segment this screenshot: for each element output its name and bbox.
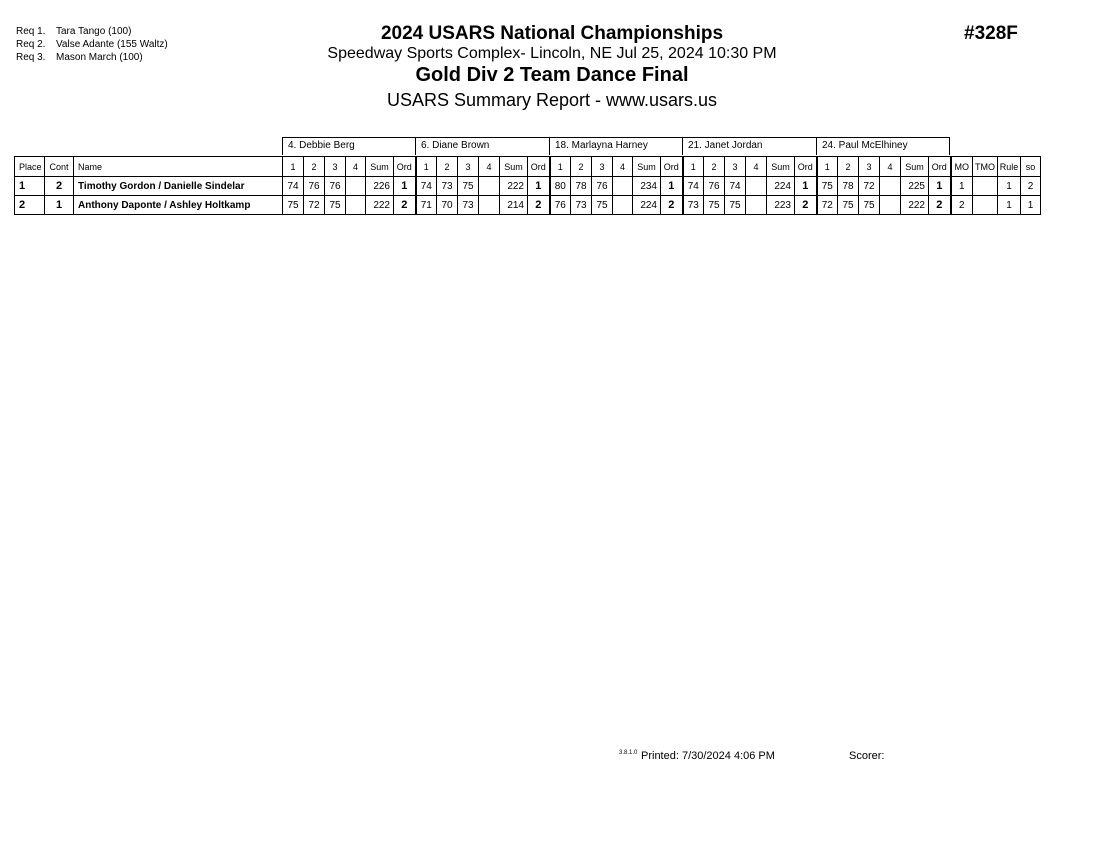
cont-cell: 2 [45,177,74,196]
score-cell [479,177,500,196]
ord-cell: 1 [661,177,683,196]
score-header: 1 [283,157,304,177]
ord-cell: 2 [661,196,683,215]
cont-cell: 1 [45,196,74,215]
sum-header: Sum [366,157,394,177]
requirements-list [16,25,168,64]
score-cell: 72 [859,177,880,196]
name-cell: Timothy Gordon / Danielle Sindelar [74,177,283,196]
so-cell: 1 [1021,196,1041,215]
ord-cell: 1 [795,177,817,196]
ord-cell: 2 [795,196,817,215]
score-header: 3 [458,157,479,177]
place-cell: 2 [15,196,45,215]
requirement-2: Req 2. Valse Adante (155 Waltz) [16,39,168,50]
sum-cell: 225 [901,177,929,196]
sum-cell: 214 [500,196,528,215]
judge-name-5: 24. Paul McElhiney [816,137,950,155]
score-header: 1 [550,157,571,177]
sum-cell: 222 [366,196,394,215]
score-header: 3 [859,157,880,177]
score-cell: 76 [550,196,571,215]
score-cell: 76 [592,177,613,196]
name-header: Name [74,157,283,177]
score-header: 3 [592,157,613,177]
sum-header: Sum [767,157,795,177]
sum-cell: 234 [633,177,661,196]
software-version: 3.8.1.0 [619,750,638,756]
score-cell: 70 [437,196,458,215]
judge-name-3: 18. Marlayna Harney [549,137,682,155]
ord-cell: 1 [394,177,416,196]
sum-cell: 224 [633,196,661,215]
ord-header: Ord [929,157,951,177]
judge-name-1: 4. Debbie Berg [282,137,415,155]
venue-date: Speedway Sports Complex- Lincoln, NE Jul 25, 2024 10:30 PM [327,45,777,62]
score-header: 4 [346,157,366,177]
score-cell [346,177,366,196]
score-cell: 75 [859,196,880,215]
place-header: Place [15,157,45,177]
score-cell: 76 [304,177,325,196]
so-header: so [1021,157,1041,177]
judge-name-2: 6. Diane Brown [415,137,549,155]
score-header: 2 [704,157,725,177]
mo-cell: 1 [951,177,973,196]
score-cell [880,177,901,196]
score-cell [613,177,633,196]
mo-header: MO [951,157,973,177]
mo-cell: 2 [951,196,973,215]
name-cell: Anthony Daponte / Ashley Holtkamp [74,196,283,215]
score-cell: 74 [683,177,704,196]
place-cell: 1 [15,177,45,196]
report-title: USARS Summary Report - www.usars.us [386,90,718,110]
tmo-cell [973,196,998,215]
score-cell: 72 [304,196,325,215]
table-row [15,196,1041,215]
ord-cell: 2 [528,196,550,215]
event-number: #328F [964,23,1018,44]
requirement-3: Req 3. Mason March (100) [16,52,143,63]
ord-header: Ord [661,157,683,177]
score-cell: 76 [704,177,725,196]
score-cell: 73 [683,196,704,215]
tmo-header: TMO [973,157,998,177]
score-cell: 78 [838,177,859,196]
score-header: 4 [479,157,500,177]
rule-cell: 1 [998,177,1021,196]
score-cell: 80 [550,177,571,196]
sum-cell: 222 [901,196,929,215]
score-header: 3 [325,157,346,177]
rule-header: Rule [998,157,1021,177]
score-cell: 75 [325,196,346,215]
score-header: 2 [437,157,458,177]
score-cell [479,196,500,215]
score-header: 2 [838,157,859,177]
sum-header: Sum [500,157,528,177]
sum-header: Sum [901,157,929,177]
score-cell: 75 [838,196,859,215]
ord-cell: 2 [929,196,951,215]
score-cell: 75 [283,196,304,215]
score-cell: 74 [416,177,437,196]
ord-header: Ord [795,157,817,177]
score-cell [880,196,901,215]
table-row [15,177,1041,196]
ord-cell: 1 [528,177,550,196]
score-header: 2 [304,157,325,177]
ord-header: Ord [528,157,550,177]
so-cell: 2 [1021,177,1041,196]
score-cell: 73 [571,196,592,215]
sum-cell: 223 [767,196,795,215]
results-table [14,156,1041,215]
score-cell: 72 [817,196,838,215]
score-header: 4 [746,157,767,177]
score-cell: 74 [725,177,746,196]
judge-header-row [282,137,950,155]
ord-header: Ord [394,157,416,177]
sum-cell: 222 [500,177,528,196]
sum-cell: 226 [366,177,394,196]
score-cell [746,177,767,196]
sum-cell: 224 [767,177,795,196]
score-cell: 75 [592,196,613,215]
score-header: 1 [683,157,704,177]
tmo-cell [973,177,998,196]
score-header: 3 [725,157,746,177]
score-header: 1 [817,157,838,177]
printed-timestamp: Printed: 7/30/2024 4:06 PM [641,750,775,762]
score-header: 1 [416,157,437,177]
cont-header: Cont [45,157,74,177]
score-cell [346,196,366,215]
score-cell: 71 [416,196,437,215]
score-cell: 73 [437,177,458,196]
score-cell: 75 [725,196,746,215]
sum-header: Sum [633,157,661,177]
column-header-row [15,157,1041,177]
score-cell: 75 [704,196,725,215]
rule-cell: 1 [998,196,1021,215]
ord-cell: 2 [394,196,416,215]
score-cell [613,196,633,215]
requirement-1: Req 1. Tara Tango (100) [16,26,132,37]
score-cell: 78 [571,177,592,196]
score-header: 4 [880,157,901,177]
ord-cell: 1 [929,177,951,196]
event-title: Gold Div 2 Team Dance Final [415,64,689,86]
score-header: 2 [571,157,592,177]
score-cell [746,196,767,215]
score-cell: 73 [458,196,479,215]
page-title: 2024 USARS National Championships [380,23,724,44]
score-cell: 74 [283,177,304,196]
scorer-label: Scorer: [849,750,885,762]
judge-name-4: 21. Janet Jordan [682,137,816,155]
score-cell: 76 [325,177,346,196]
score-header: 4 [613,157,633,177]
score-cell: 75 [458,177,479,196]
score-cell: 75 [817,177,838,196]
